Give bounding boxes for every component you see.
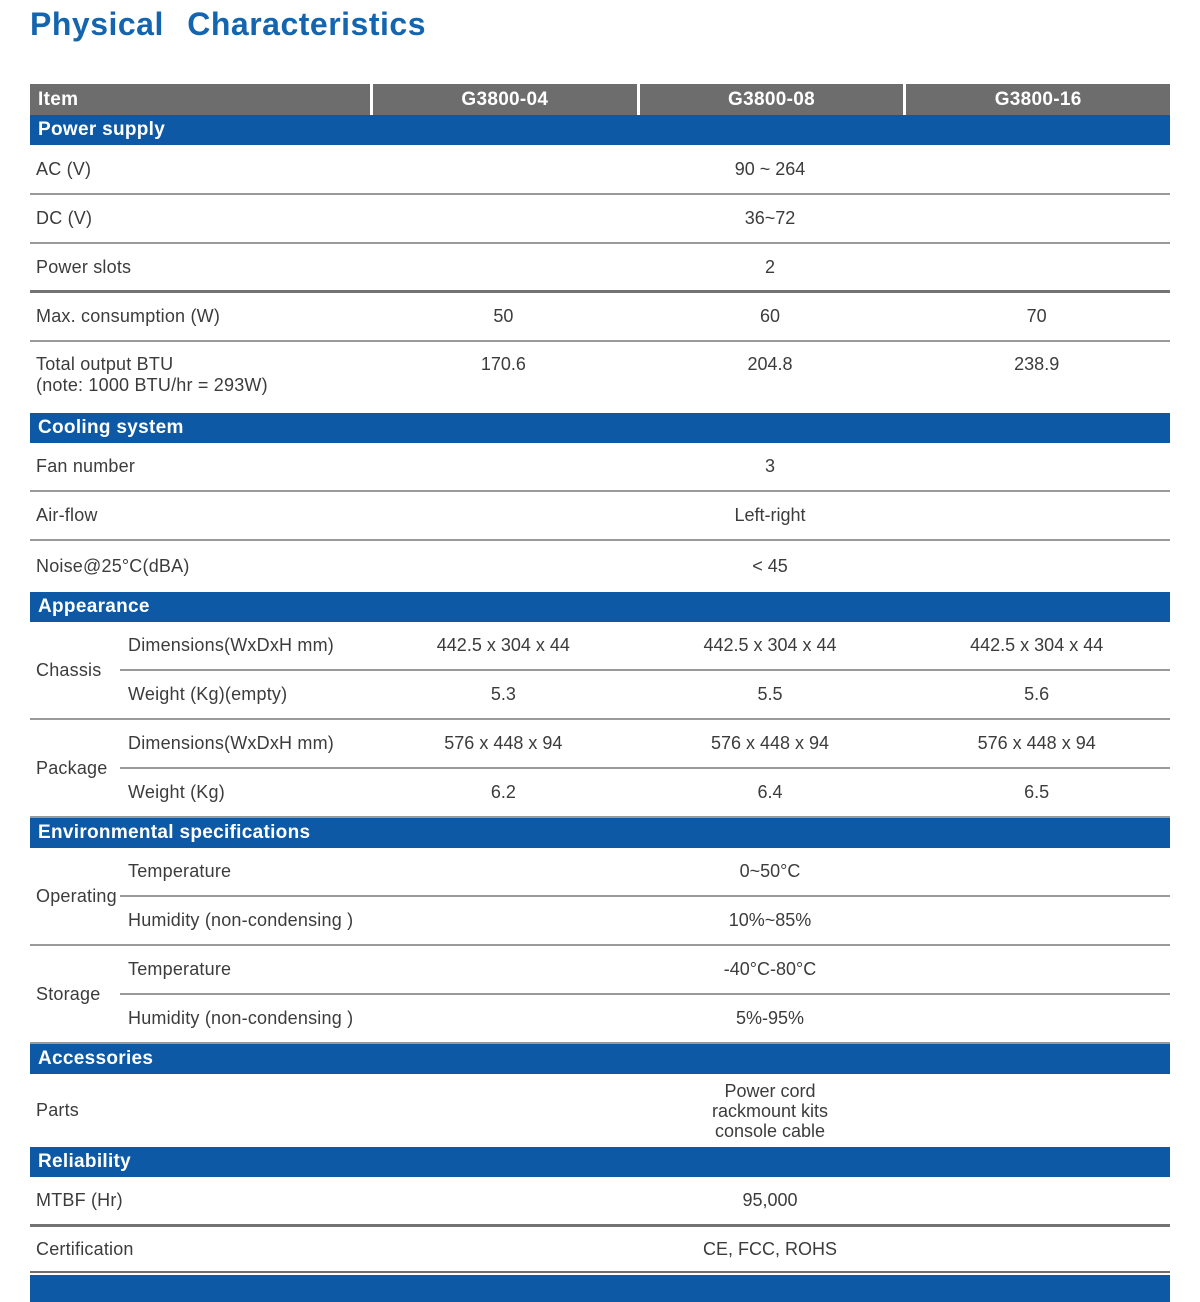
row-value: 10%~85% (728, 910, 812, 930)
row-label: Weight (Kg)(empty) (128, 684, 288, 704)
row-label: DC (V) (36, 208, 93, 228)
section-bar-appearance: Appearance (30, 592, 1170, 622)
cell-value-g3800-16: 442.5 x 304 x 44 (970, 635, 1104, 655)
row-total-output-btu (30, 342, 1170, 413)
row-label: Dimensions(WxDxH mm) (128, 733, 334, 753)
group-body (120, 622, 1170, 718)
header-col-g3800-16: G3800-16 (903, 84, 1170, 115)
cell-value-g3800-16: 70 (1026, 306, 1047, 326)
group-storage (30, 946, 1170, 1044)
cell-value-g3800-08: 5.5 (757, 684, 783, 704)
row-value: < 45 (752, 556, 788, 576)
row-value: Left-right (734, 505, 806, 525)
header-col-g3800-08: G3800-08 (637, 84, 904, 115)
row-label: Humidity (non-condensing ) (128, 910, 354, 930)
row-label: Temperature (128, 959, 232, 979)
row-dc-voltage (30, 195, 1170, 244)
cell-value-g3800-08: 204.8 (747, 354, 793, 374)
row-value: CE, FCC, ROHS (702, 1238, 837, 1259)
row-value: 36~72 (744, 208, 796, 228)
row-power-slots (30, 244, 1170, 293)
row-value: -40°C-80°C (723, 959, 817, 979)
cell-value-g3800-08: 60 (759, 306, 781, 326)
page-title: Physical Characteristics (30, 6, 426, 42)
row-label: Fan number (36, 456, 136, 476)
row-value: 0~50°C (739, 861, 801, 881)
row-label: Humidity (non-condensing ) (128, 1008, 354, 1028)
row-value: 5%-95% (735, 1008, 805, 1028)
row-fan-number (30, 443, 1170, 492)
row-label: Certification (36, 1238, 134, 1259)
group-body (120, 946, 1170, 1042)
group-label: Operating (36, 885, 117, 906)
row-label: AC (V) (36, 158, 92, 179)
cell-value-g3800-04: 442.5 x 304 x 44 (436, 635, 570, 655)
row-noise (30, 541, 1170, 592)
cell-value-g3800-16: 6.5 (1024, 782, 1050, 802)
row-max-consumption (30, 293, 1170, 342)
row-value: 90 ~ 264 (734, 158, 806, 179)
row-label: Dimensions(WxDxH mm) (128, 635, 334, 655)
row-storage-humidity (120, 995, 1170, 1042)
row-label-line1: Total output BTU (36, 354, 174, 374)
cell-value-g3800-04: 6.2 (490, 782, 516, 802)
group-label: Chassis (36, 659, 102, 680)
parts-line2: rackmount kits (711, 1100, 829, 1121)
row-package-dimensions (120, 720, 1170, 769)
row-parts (30, 1074, 1170, 1147)
row-label: Power slots (36, 256, 132, 277)
section-bar-reliability: Reliability (30, 1147, 1170, 1177)
cell-value-g3800-04: 170.6 (480, 354, 526, 374)
row-label: MTBF (Hr) (36, 1190, 123, 1210)
row-label: Noise@25°C(dBA) (36, 556, 190, 576)
cell-value-g3800-16: 238.9 (1014, 354, 1060, 374)
table-header-row (30, 84, 1170, 115)
header-col-g3800-04: G3800-04 (370, 84, 637, 115)
row-ac-voltage (30, 145, 1170, 195)
section-bar-accessories: Accessories (30, 1044, 1170, 1074)
group-label: Package (36, 757, 108, 778)
row-chassis-dimensions (120, 622, 1170, 671)
row-value: 95,000 (742, 1190, 798, 1210)
row-label (30, 354, 370, 396)
group-chassis (30, 622, 1170, 720)
group-label: Storage (36, 983, 101, 1004)
row-value (370, 1081, 1170, 1141)
section-bar-environmental: Environmental specifications (30, 818, 1170, 848)
cell-value-g3800-08: 576 x 448 x 94 (710, 733, 830, 753)
row-operating-temperature (120, 848, 1170, 897)
row-label-line2: (note: 1000 BTU/hr = 293W) (36, 375, 268, 395)
group-body (120, 848, 1170, 944)
footer-bar (30, 1275, 1170, 1302)
row-label: Weight (Kg) (128, 782, 225, 802)
row-label: Air-flow (36, 505, 98, 525)
cell-value-g3800-08: 6.4 (757, 782, 783, 802)
section-bar-cooling-system: Cooling system (30, 413, 1170, 443)
row-package-weight (120, 769, 1170, 816)
parts-line3: console cable (714, 1120, 826, 1141)
parts-line1: Power cord (724, 1080, 816, 1101)
cell-value-g3800-04: 5.3 (490, 684, 516, 704)
row-operating-humidity (120, 897, 1170, 944)
row-certification (30, 1227, 1170, 1273)
cell-value-g3800-16: 5.6 (1024, 684, 1050, 704)
row-chassis-weight (120, 671, 1170, 718)
row-mtbf (30, 1177, 1170, 1227)
row-value: 2 (764, 256, 775, 277)
row-storage-temperature (120, 946, 1170, 995)
cell-value-g3800-08: 442.5 x 304 x 44 (703, 635, 837, 655)
row-air-flow (30, 492, 1170, 541)
cell-value-g3800-16: 576 x 448 x 94 (977, 733, 1096, 753)
cell-value-g3800-04: 50 (493, 306, 514, 326)
group-body (120, 720, 1170, 816)
header-item: Item (38, 88, 79, 110)
row-value: 3 (764, 456, 775, 476)
group-package (30, 720, 1170, 818)
cell-value-g3800-04: 576 x 448 x 94 (444, 733, 563, 753)
row-label: Max. consumption (W) (36, 306, 221, 326)
spec-table (30, 84, 1170, 1273)
group-operating (30, 848, 1170, 946)
row-label: Temperature (128, 861, 232, 881)
section-bar-power-supply: Power supply (30, 115, 1170, 145)
row-label: Parts (36, 1100, 80, 1120)
